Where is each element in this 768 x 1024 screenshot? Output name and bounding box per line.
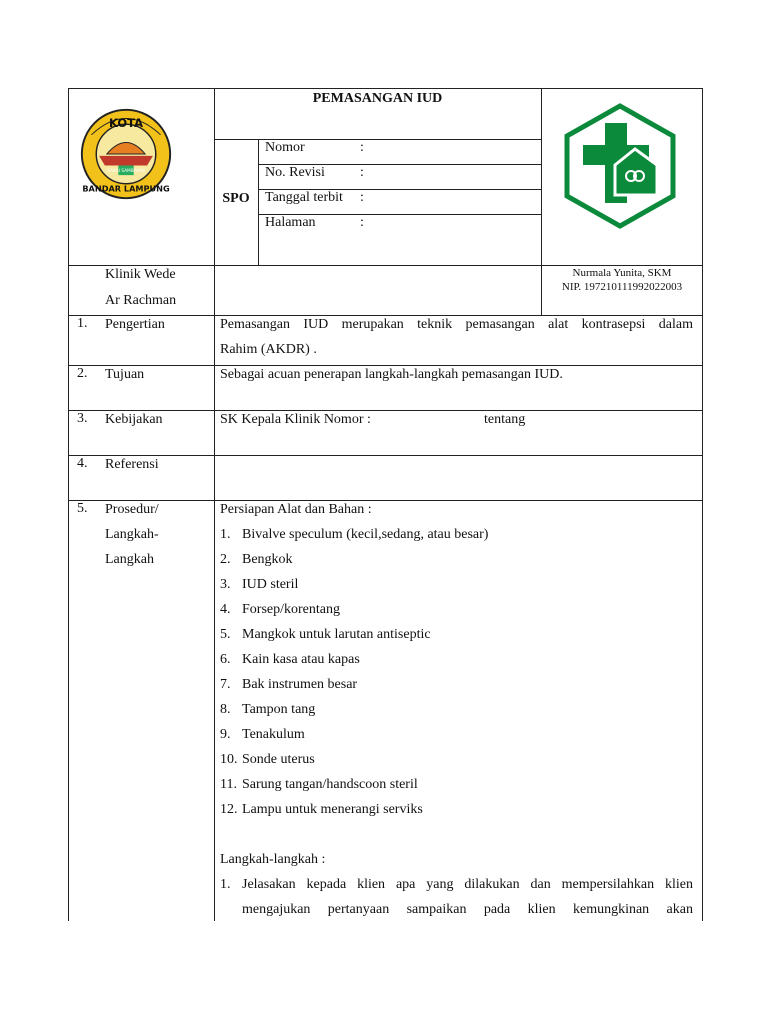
- list-item: 1. Bivalve speculum (kecil,sedang, atau besar): [220, 527, 489, 542]
- list-item: 7. Bak instrumen besar: [220, 677, 358, 692]
- section-number: 3.: [77, 411, 88, 426]
- meta-row-revisi: [265, 165, 535, 181]
- section-number: 4.: [77, 456, 88, 471]
- meta-row-tanggal: [265, 190, 535, 206]
- document-title: PEMASANGAN IUD: [312, 91, 443, 106]
- content-line: Pemasangan IUD merupakan teknik pemasangan alat kontrasepsi dalam: [220, 317, 693, 332]
- section-label-referensi: Referensi: [105, 457, 159, 472]
- rule: [214, 89, 215, 921]
- procedure-content: [220, 497, 693, 921]
- section-number: 5.: [77, 501, 88, 516]
- list-item: 2. Bengkok: [220, 552, 293, 567]
- section-label-tujuan: Tujuan: [105, 367, 145, 382]
- logo-text-bottom: BANDAR LAMPUNG: [82, 183, 170, 194]
- step-line: mengajukan pertanyaan sampaikan pada klien kemungkinan akan: [242, 902, 693, 917]
- section-number: 1.: [77, 316, 88, 331]
- meta-label: Halaman: [265, 215, 316, 230]
- list-item: 11. Sarung tangan/handscoon steril: [220, 777, 418, 792]
- meta-value: :: [360, 190, 364, 205]
- label-line: Langkah-: [105, 527, 159, 542]
- section-number: 2.: [77, 366, 88, 381]
- clinic-name-line1: Klinik Wede: [105, 267, 176, 282]
- prep-list: [220, 522, 693, 822]
- list-item: 1. Jelasakan kepada klien apa yang dilakukan dan mempersilahkan klien mengajukan pertanyaan sampaikan pada klien kemungkinan akan: [220, 872, 693, 921]
- approver-nip: NIP. 197210111992022003: [561, 281, 683, 293]
- green-cross-clinic-logo-icon: [563, 103, 677, 229]
- meta-value: :: [360, 165, 364, 180]
- section-content-pengertian: [220, 312, 693, 362]
- list-item: 3. IUD steril: [220, 577, 299, 592]
- label-line: Langkah: [105, 552, 154, 567]
- steps-list: [220, 872, 693, 921]
- meta-row-halaman: [265, 215, 535, 231]
- logo-text-center: SAKAI SAMBAYAN: [107, 169, 145, 175]
- prep-heading: Persiapan Alat dan Bahan :: [220, 502, 372, 517]
- sop-document: [68, 88, 703, 921]
- list-item: 9. Tenakulum: [220, 727, 305, 742]
- list-item: 6. Kain kasa atau kapas: [220, 652, 360, 667]
- section-label-prosedur: [105, 497, 205, 572]
- list-item: 8. Tampon tang: [220, 702, 316, 717]
- approval-block: [547, 266, 697, 294]
- list-item: 5. Mangkok untuk larutan antiseptic: [220, 627, 431, 642]
- list-item: 4. Forsep/korentang: [220, 602, 340, 617]
- policy-text: SK Kepala Klinik Nomor :: [220, 412, 371, 427]
- rule: [541, 89, 542, 315]
- meta-value: :: [360, 140, 364, 155]
- policy-suffix: tentang: [484, 412, 526, 427]
- clinic-name: [105, 262, 205, 314]
- section-content-kebijakan: [220, 407, 693, 432]
- list-item: 12. Lampu untuk menerangi serviks: [220, 802, 423, 817]
- meta-label: No. Revisi: [265, 165, 325, 180]
- meta-label: Tanggal terbit: [265, 190, 343, 205]
- section-label-pengertian: Pengertian: [105, 317, 165, 332]
- meta-value: :: [360, 215, 364, 230]
- spo-label: SPO: [222, 191, 250, 206]
- steps-heading: Langkah-langkah :: [220, 852, 326, 867]
- rule: [258, 139, 259, 265]
- approver-name: Nurmala Yunita, SKM: [572, 267, 672, 279]
- logo-text-top: KOTA: [108, 116, 144, 131]
- section-label-kebijakan: Kebijakan: [105, 412, 163, 427]
- step-line: Jelasakan kepada klien apa yang dilakukan dan mempersilahkan klien: [242, 877, 693, 892]
- section-content-tujuan: Sebagai acuan penerapan langkah-langkah pemasangan IUD.: [220, 367, 563, 382]
- meta-label: Nomor: [265, 140, 305, 155]
- list-item: 10. Sonde uterus: [220, 752, 315, 767]
- meta-row-nomor: [265, 140, 535, 156]
- content-line: Rahim (AKDR) .: [220, 342, 317, 357]
- clinic-name-line2: Ar Rachman: [105, 293, 177, 308]
- kota-bandar-lampung-emblem-icon: [78, 106, 174, 202]
- label-line: Prosedur/: [105, 502, 159, 517]
